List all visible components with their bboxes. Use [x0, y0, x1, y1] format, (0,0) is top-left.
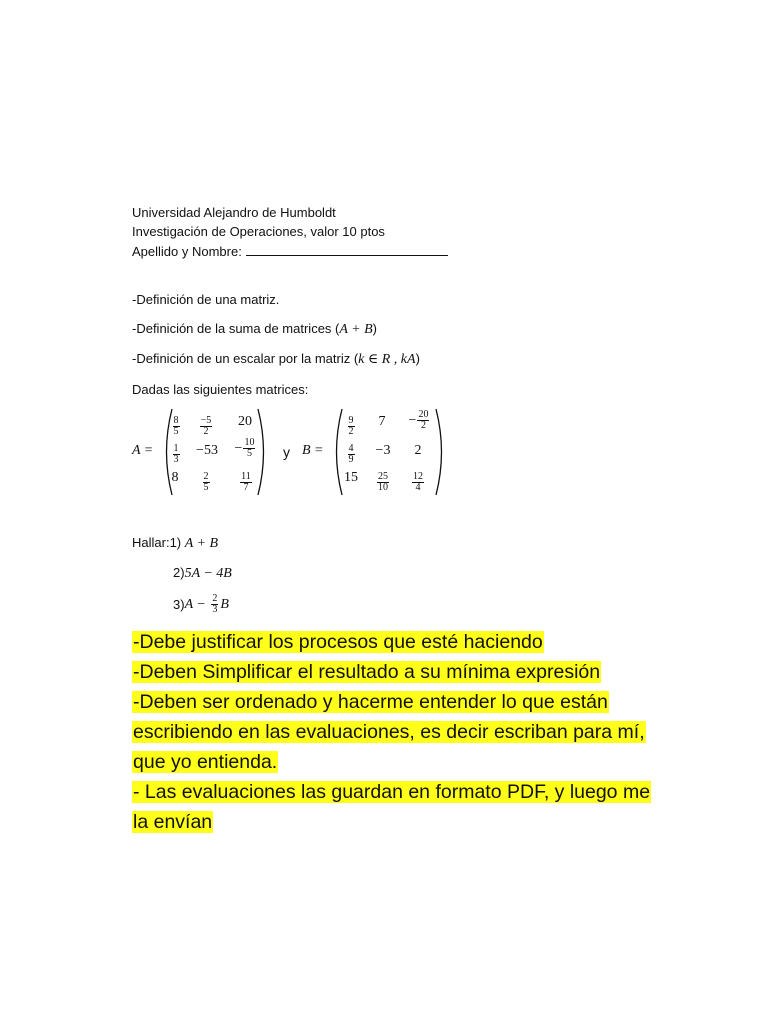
matrix-a-cell-r1c2: $\frac{-5}{2}$ — [200, 415, 212, 437]
matrix-a-cell-r3c3: $\frac{11}{7}$ — [241, 471, 251, 493]
tasks-label: Hallar:1) — [132, 535, 185, 550]
matrix-b-cell-r3c1: 15 — [344, 470, 358, 485]
definition-scalar — [132, 351, 420, 368]
note-line-7: la envían — [133, 811, 213, 833]
note-line-3: -Deben ser ordenado y hacerme entender lo que están — [133, 691, 608, 713]
name-label: Apellido y Nombre: — [132, 244, 242, 259]
definition-scalar-suffix: ) — [415, 351, 420, 366]
course-title: Investigación de Operaciones, valor 10 ptos — [132, 224, 385, 239]
matrix-a-cell-r2c2: −53 — [196, 443, 218, 458]
matrix-b-cell-r3c3: $\frac{12}{4}$ — [413, 471, 423, 493]
matrix-b-cell-r1c3: − $\frac{20}{2}$ — [408, 409, 429, 431]
matrices-block — [0, 400, 768, 504]
matrix-b-label: B = — [302, 443, 324, 458]
matrix-b-cell-r2c2: −3 — [375, 443, 391, 458]
task-2-math: 5A − 4B — [184, 566, 232, 581]
university-name: Universidad Alejandro de Humboldt — [132, 205, 336, 220]
matrix-a-cell-r2c1: $\frac{1}{3}$ — [173, 443, 179, 465]
given-matrices-text: Dadas las siguientes matrices: — [132, 382, 309, 397]
task-1 — [132, 535, 218, 552]
matrices-connector: y — [283, 444, 290, 460]
matrix-b-cell-r3c2: $\frac{25}{10}$ — [378, 471, 388, 493]
matrix-a-cell-r3c2: $\frac{2}{5}$ — [203, 471, 209, 493]
note-line-4: escribiendo en las evaluaciones, es decir escriban para mí, — [133, 721, 645, 743]
task-2-prefix: 2) — [173, 565, 185, 580]
matrix-a-label: A = — [132, 443, 154, 458]
matrix-a-cell-r2c3: − $\frac{10}{5}$ — [234, 437, 255, 459]
name-blank-underline — [246, 244, 448, 256]
matrix-a-cell-r1c3: 20 — [238, 414, 252, 429]
definition-scalar-prefix: -Definición de un escalar por la matriz ( — [132, 351, 359, 366]
task-1-math: A + B — [184, 536, 219, 551]
definition-sum-math: A + B — [339, 322, 373, 337]
note-line-1: -Debe justificar los procesos que esté haciendo — [133, 631, 543, 653]
definition-matrix: -Definición de una matriz. — [132, 292, 280, 307]
task-3-math-b: B — [220, 596, 229, 612]
definition-sum — [132, 321, 377, 338]
matrix-b-cell-r2c3: 2 — [414, 443, 422, 458]
task-2 — [173, 565, 232, 582]
task-3-math-a: A − — [184, 596, 210, 612]
name-line — [132, 244, 448, 260]
task-3-fraction: $\frac{2}{3}$ — [212, 593, 218, 615]
note-line-2: -Deben Simplificar el resultado a su mínima expresión — [133, 661, 601, 683]
task-3-prefix: 3) — [173, 596, 185, 612]
matrix-a-cell-r1c1: $\frac{8}{5}$ — [173, 415, 179, 437]
definition-sum-suffix: ) — [372, 321, 378, 336]
definition-scalar-math: k ∈ R , kA — [358, 352, 416, 367]
definition-sum-prefix: -Definición de la suma de matrices ( — [132, 321, 340, 336]
matrix-b-cell-r2c1: $\frac{4}{9}$ — [348, 443, 354, 465]
matrix-b-right-bracket — [434, 408, 448, 496]
note-line-5: que yo entienda. — [133, 751, 278, 773]
matrix-a-cell-r3c1: 8 — [171, 470, 179, 485]
matrix-b-cell-r1c2: 7 — [378, 414, 386, 429]
note-line-6: - Las evaluaciones las guardan en formato PDF, y luego me — [133, 781, 651, 803]
task-3 — [173, 594, 229, 615]
matrix-b-cell-r1c1: $\frac{9}{2}$ — [348, 415, 354, 437]
